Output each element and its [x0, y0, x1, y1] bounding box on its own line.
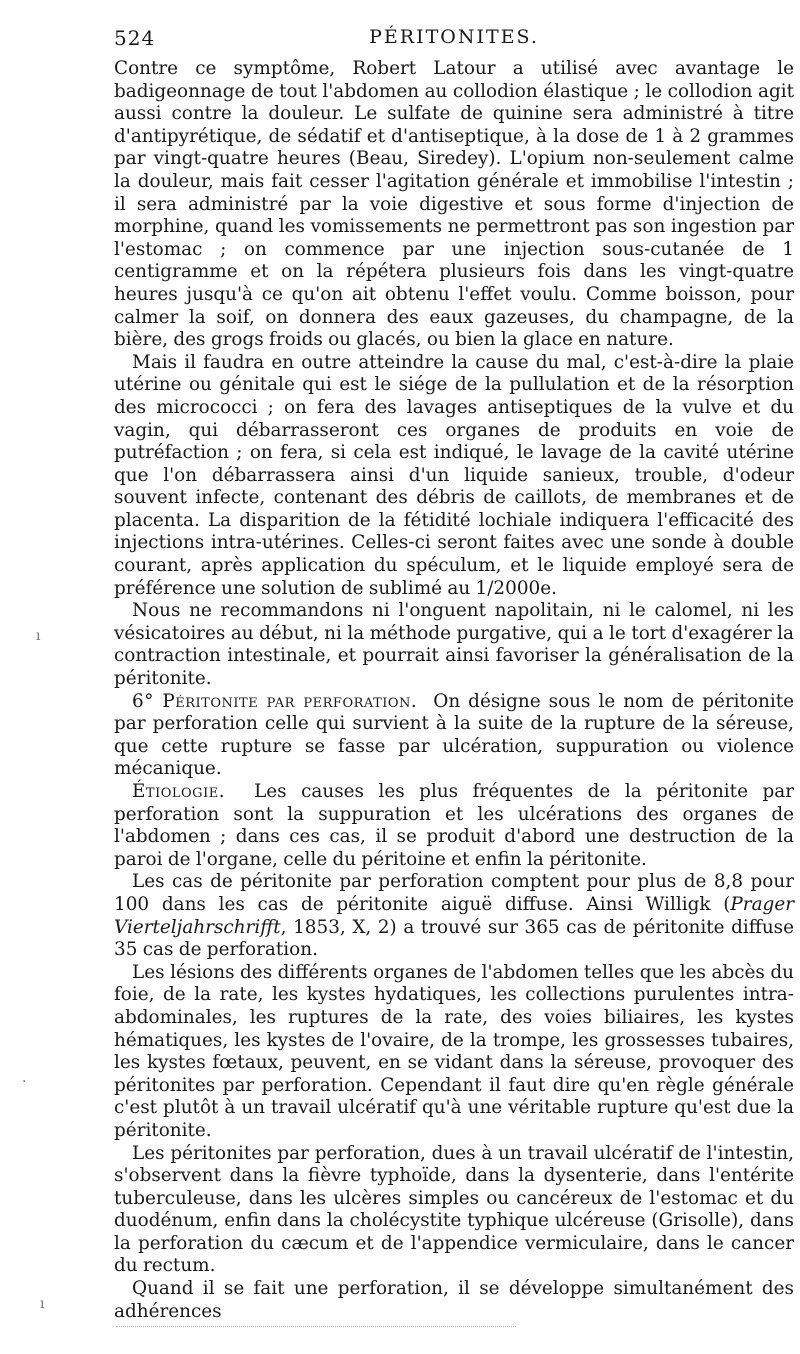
paragraph-text: On désigne sous le nom de péritonite par perforation celle qui survient à la suite de la rupture de la séreuse, que cette rupture se fasse par ulcération, suppuration ou violence mécanique.: [114, 690, 794, 780]
page-number: 524: [114, 26, 156, 50]
section-heading-perforation: 6° Péritonite par perforation.: [132, 690, 418, 712]
body-text: [114, 58, 794, 1323]
paragraph-uterine-cause: [114, 352, 794, 601]
paragraph-text: Nous ne recommandons ni l'onguent napolitain, ni le calomel, ni les vésicatoires au début, ni la méthode purgative, qui a le tort d'exagérer la contraction intestinale, et pourrait ainsi favoriser la généralisation de la péritonite.: [114, 600, 794, 690]
paragraph-text: Les lésions des différents organes de l'abdomen telles que les abcès du foie, de la rate, les kystes hydatiques, les collections purulentes intra-abdominales, les ruptures de la rate, des voies biliaires, les kystes hématiques, les kystes de l'ovaire, de la trompe, les grossesses tubaires, les kystes fœtaux, peuvent, en se vidant dans la séreuse, provoquer des péritonites par perforation. Cependant il faut dire qu'en règle générale c'est plutôt à un travail ulcératif qu'à une véritable rupture qu'est due la péritonite.: [114, 961, 794, 1141]
paragraph-etiology: [114, 781, 794, 871]
paragraph-statistics: [114, 871, 794, 961]
page-header: [114, 26, 794, 52]
journal-title: Prager Vierteljahrschrifft: [114, 893, 794, 938]
paragraph-treatment-symptom: [114, 58, 794, 352]
paragraph-text: Contre ce symptôme, Robert Latour a utilisé avec avantage le badigeonnage de tout l'abdomen au collodion élastique ; le collodion agit aussi contre la douleur. Le sulfate de quinine sera administré à titre d'antipyrétique, de sédatif et d'antiseptique, à la dose de 1 à 2 grammes par vingt-quatre heures (Beau, Siredey). L'opium non-seulement calme la douleur, mais fait cesser l'agitation générale et immobilise l'intestin ; il sera administré par la voie digestive et sous forme d'injection de morphine, quand les vomissements ne permettront pas son ingestion par l'estomac ; on commence par une injection sous-cutanée de 1 centigramme et on la répétera plusieurs fois dans les vingt-quatre heures jusqu'à ce qu'on ait obtenu l'effet voulu. Comme boisson, pour calmer la soif, on donnera des eaux gazeuses, du champagne, de la bière, des grogs froids ou glacés, ou bien la glace en nature.: [114, 58, 794, 351]
paragraph-text: Quand il se fait une perforation, il se développe simultanément des adhérences: [114, 1278, 794, 1322]
margin-mark: ı: [36, 628, 41, 644]
paragraph-adhesions: [114, 1278, 794, 1323]
paragraph-ulcerative-perforations: [114, 1143, 794, 1279]
page-bottom-rule: [116, 1326, 516, 1327]
running-title: PÉRITONITES.: [369, 26, 539, 48]
paragraph-text: Les cas de péritonite par perforation comptent pour plus de 8,8 pour 100 dans les cas de péritonite aiguë diffuse. Ainsi Willigk (: [114, 871, 794, 915]
paragraph-not-recommended: [114, 600, 794, 690]
section-heading-etiology: Étiologie.: [132, 781, 226, 802]
margin-mark: ı: [40, 1296, 45, 1312]
paragraph-text: Les péritonites par perforation, dues à un travail ulcératif de l'intestin, s'observent dans la fièvre typhoïde, dans la dysenterie, dans l'entérite tuberculeuse, dans les ulcères simples ou cancéreux de l'estomac et du duodénum, enfin dans la cholécystite typhique ulcéreuse (Grisolle), dans la perforation du cæcum et de l'appendice vermiculaire, dans le cancer du rectum.: [114, 1142, 794, 1277]
paragraph-text: Mais il faudra en outre atteindre la cause du mal, c'est-à-dire la plaie utérine ou génitale qui est le siége de la pullulation et de la résorption des micrococci ; on fera des lavages antiseptiques de la vulve et du vagin, qui débarrasseront ces organes de produits en voie de putréfaction ; on fera, si cela est indiqué, le lavage de la cavité utérine que l'on débarrassera ainsi d'un liquide sanieux, trouble, d'odeur souvent infecte, contenant des débris de caillots, de membranes et de placenta. La disparition de la fétidité lochiale indiquera l'efficacité des injections intra-utérines. Celles-ci seront faites avec une sonde à double courant, après application du spéculum, et le liquide employé sera de préférence une solution de sublimé au 1/2000e.: [114, 351, 794, 599]
paragraph-organ-lesions: [114, 962, 794, 1143]
paragraph-perforation-definition: [114, 691, 794, 781]
paragraph-text-after: , 1853, X, 2) a trouvé sur 365 cas de péritonite diffuse 35 cas de perforation.: [114, 916, 794, 961]
margin-mark: ·: [22, 1074, 27, 1090]
paragraph-text: Les causes les plus fréquentes de la péritonite par perforation sont la suppuration et les ulcérations des organes de l'abdomen ; dans ces cas, il se produit d'abord une destruction de la paroi de l'organe, celle du péritoine et enfin la péritonite.: [114, 781, 794, 870]
